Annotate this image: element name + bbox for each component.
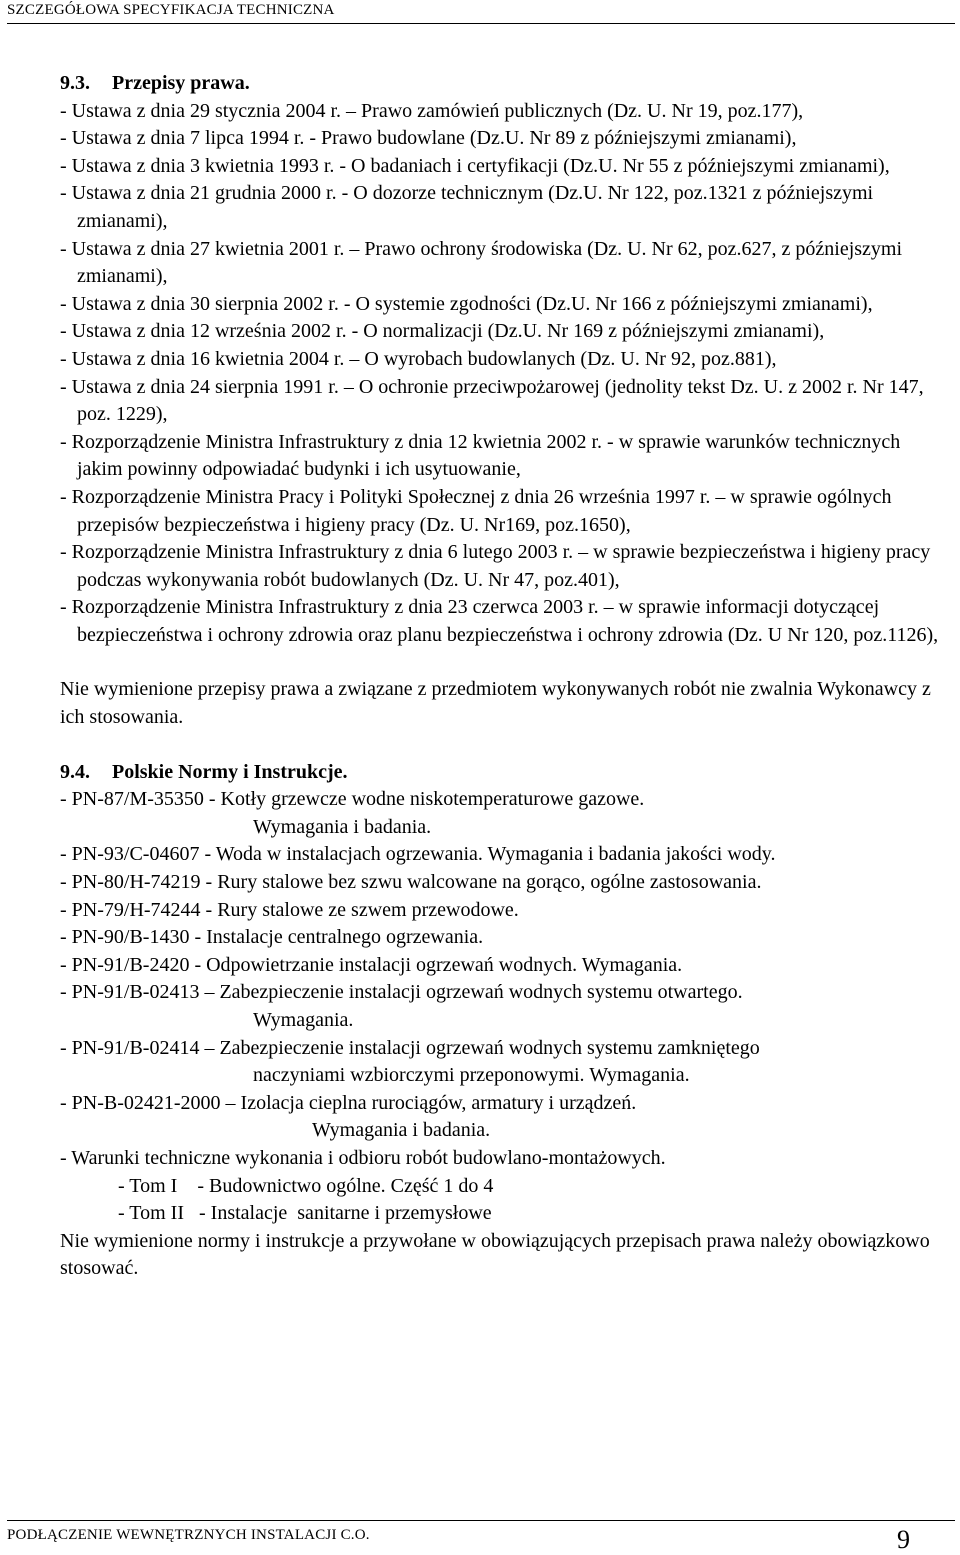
tom-list [60,1173,940,1228]
spacer [60,732,940,759]
footer-title: PODŁĄCZENIE WEWNĘTRZNYCH INSTALACJI C.O. [7,1527,370,1543]
section-9-3-heading [60,70,940,98]
norm-item: - PN-B-02421-2000 – Izolacja cieplna rurociągów, armatury i urządzeń. [60,1091,637,1114]
norm-item: - Warunki techniczne wykonania i odbioru robót budowlano-montażowych. [60,1146,666,1169]
norm-item: - PN-91/B-02414 – Zabezpieczenie instalacji ogrzewań wodnych systemu zamkniętego [60,1036,760,1059]
norms-list [60,786,940,1172]
norm-item-continuation: Wymagania i badania. [253,815,432,838]
norm-item-continuation: Wymagania i badania. [312,1119,491,1142]
norm-item: - PN-91/B-2420 - Odpowietrzanie instalacji ogrzewań wodnych. Wymagania. [60,953,683,976]
law-item: - Ustawa z dnia 7 lipca 1994 r. - Prawo budowlane (Dz.U. Nr 89 z późniejszymi zmianami), [60,127,797,150]
law-item: - Ustawa z dnia 29 stycznia 2004 r. – Prawo zamówień publicznych (Dz. U. Nr 19, poz.177), [60,99,804,122]
section-9-4-heading [60,759,940,787]
section-number: 9.3. [60,72,90,94]
law-item: - Ustawa z dnia 3 kwietnia 1993 r. - O badaniach i certyfikacji (Dz.U. Nr 55 z późniejszymi zmianami), [60,154,890,177]
section-title: Polskie Normy i Instrukcje. [112,760,348,783]
page-header [7,2,955,24]
header-title: SZCZEGÓŁOWA SPECYFIKACJA TECHNICZNA [7,2,335,18]
norm-item: - PN-80/H-74219 - Rury stalowe bez szwu walcowane na gorąco, ogólne zastosowania. [60,871,762,894]
norm-item: - PN-91/B-02413 – Zabezpieczenie instalacji ogrzewań wodnych systemu otwartego. [60,981,743,1004]
section-number: 9.4. [60,760,90,783]
law-item: - Ustawa z dnia 30 sierpnia 2002 r. - O systemie zgodności (Dz.U. Nr 166 z późniejszymi zmianami), [60,292,873,315]
spacer [60,649,940,676]
law-item: - Rozporządzenie Ministra Infrastruktury z dnia 6 lutego 2003 r. – w sprawie bezpieczeństwa i higieny pracy podczas wykonywania robót budowlanych (Dz. U. Nr 47, poz.401), [60,541,931,591]
norm-item: - PN-79/H-74244 - Rury stalowe ze szwem przewodowe. [60,898,519,921]
law-item: - Ustawa z dnia 24 sierpnia 1991 r. – O ochronie przeciwpożarowej (jednolity tekst Dz. U. z 2002 r. Nr 147, poz. 1229), [60,375,924,426]
norm-item: - PN-93/C-04607 - Woda w instalacjach ogrzewania. Wymagania i badania jakości wody. [60,843,776,866]
law-item: - Rozporządzenie Ministra Pracy i Polityki Społecznej z dnia 26 września 1997 r. – w sprawie ogólnych przepisów bezpieczeństwa i higieny pracy (Dz. U. Nr169, poz.1650), [60,485,892,536]
law-item: - Ustawa z dnia 21 grudnia 2000 r. - O dozorze technicznym (Dz.U. Nr 122, poz.1321 z późniejszymi zmianami), [60,182,874,232]
norm-item: - PN-90/B-1430 - Instalacje centralnego ogrzewania. [60,926,484,949]
law-item: - Ustawa z dnia 16 kwietnia 2004 r. – O wyrobach budowlanych (Dz. U. Nr 92, poz.881), [60,347,777,370]
section-title: Przepisy prawa. [112,72,250,94]
norm-item: - PN-87/M-35350 - Kotły grzewcze wodne niskotemperaturowe gazowe. [60,788,645,811]
page-footer [7,1520,955,1554]
norm-item-continuation: naczyniami wzbiorczymi przeponowymi. Wymagania. [253,1064,690,1087]
law-item: - Rozporządzenie Ministra Infrastruktury z dnia 12 kwietnia 2002 r. - w sprawie warunków technicznych jakim powinny odpowiadać budynki i ich usytuowanie, [60,430,901,481]
law-note: Nie wymienione przepisy prawa a związane z przedmiotem wykonywanych robót nie zwalnia Wykonawcy z ich stosowania. [60,678,931,729]
page-number: 9 [897,1525,910,1554]
law-item: - Ustawa z dnia 27 kwietnia 2001 r. – Prawo ochrony środowiska (Dz. U. Nr 62, poz.627, z późniejszymi zmianami), [60,237,903,288]
law-list [60,98,940,650]
norm-item-continuation: Wymagania. [253,1009,354,1031]
tom-item: - Tom I - Budownictwo ogólne. Część 1 do 4 [118,1174,494,1197]
norms-note: Nie wymienione normy i instrukcje a przywołane w obowiązujących przepisach prawa należy obowiązkowo stosować. [60,1229,930,1280]
tom-item: - Tom II - Instalacje sanitarne i przemysłowe [118,1202,492,1225]
document-body [60,70,940,1283]
law-item: - Ustawa z dnia 12 września 2002 r. - O normalizacji (Dz.U. Nr 169 z późniejszymi zmianami), [60,320,825,343]
law-item: - Rozporządzenie Ministra Infrastruktury z dnia 23 czerwca 2003 r. – w sprawie informacji dotyczącej bezpieczeństwa i ochrony zdrowia oraz planu bezpieczeństwa i ochrony zdrowia (Dz. U Nr 120, poz.1126), [60,596,939,646]
